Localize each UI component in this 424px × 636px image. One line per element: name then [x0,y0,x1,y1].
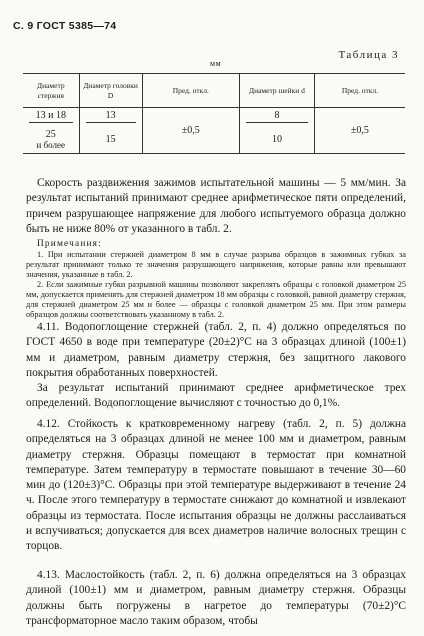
col-rod-diameter: Диаметр стержня [23,74,79,108]
table-units: мм [210,59,222,68]
note-2: 2. Если зажимные губки разрывной машины позволяют закреплять образцы с головкой диаметром 25 мм, допускается применять для стержней диаметром 18 мм образцы с головкой, равной диаметру стержня, для стержней диаметром 25 мм и более — образцы с головкой диаметром 25 мм. При этом размеры образцов должны соответствовать указанному в табл. 2. [26,280,406,319]
head-value: 13 [86,110,136,123]
section-4-12 [26,417,406,555]
paragraph-speed: Скорость раздвижения зажимов испытательной машины — 5 мм/мин. За результат испытаний принимают среднее арифметическое пяти определений, причем разрушающее напряжение для любого испытуемого образца должно быть не ниже 80% от указанного в табл. 2. [26,177,406,235]
table-cell [23,108,79,126]
rod-value-suffix: и более [36,139,66,150]
paragraph-4-12: 4.12. Стойкость к кратковременному нагреву (табл. 2, п. 5) должна определяться на 3 образцах длиной не менее 100 мм и диаметром, равным диаметру стержня. Образцы помещают в термостат при комнатной температуре. Затем температуру в термостате повышают в течение 30—60 мин до (120±3)°С. Образцы при этой температуре выдерживают в течение 24 ч. После этого температуру в термостате снижают до комнатной и извлекают образцы из термостата. После испытания образцы не должны расслаиваться и вспучиваться; допускается для всех диаметров наличие волосных трещин с торцов. [26,418,406,553]
section-4-13 [26,568,406,629]
tolerance-neck-cell: ±0,5 [314,108,405,154]
rod-value: 25 [45,128,56,140]
table-cell: 15 [79,126,142,154]
neck-value: 8 [246,110,308,123]
page-header: С. 9 ГОСТ 5385—74 [13,20,117,32]
paragraph-4-11: 4.11. Водопоглощение стержней (табл. 2, п. 4) должно определяться по ГОСТ 4650 в воде при температуре (20±2)°С на 3 образцах длиной (100±1) мм и диаметром, равным диаметру стержня, без защитного лакового покрытия обработанных поверхностей. [26,321,406,379]
tolerance-head-cell: ±0,5 [142,108,240,154]
paragraph-4-11-result: За результат испытаний принимают среднее арифметическое трех определений. Водопоглощение вычисляют с точностью до 0,1%. [26,382,406,410]
rod-value: 13 и 18 [29,110,73,123]
section-4-11 [26,320,406,412]
table-cell [79,108,142,126]
notes-title: Примечания: [37,239,102,249]
table-row [23,108,405,126]
note-1: 1. При испытании стержней диаметром 8 мм в случае разрыва образцов в зажимных губках за результат принимают только те значения разрушающего напряжения, которые равны или превышают значения, указанные в табл. 2. [26,250,406,279]
col-tolerance-head: Пред. откл. [142,74,240,108]
paragraph-4-13: 4.13. Маслостойкость (табл. 2, п. 6) должна определяться на 3 образцах длиной (100±1) мм и диаметром, равным диаметру стержня. Образцы должны быть погружены в нагретое до температуры (70±2)°С трансформаторное масло таким образом, чтобы [26,569,406,627]
notes-block [26,238,406,320]
col-neck-diameter: Диаметр шейки d [240,74,315,108]
table-header-row [23,74,405,108]
table-caption: Таблица 3 [338,49,399,61]
dimensions-table [23,73,405,154]
col-head-diameter: Диаметр головки D [79,74,142,108]
table-cell [23,126,79,154]
table-cell [240,108,315,126]
table-cell: 10 [240,126,315,154]
col-tolerance-neck: Пред. откл. [314,74,405,108]
